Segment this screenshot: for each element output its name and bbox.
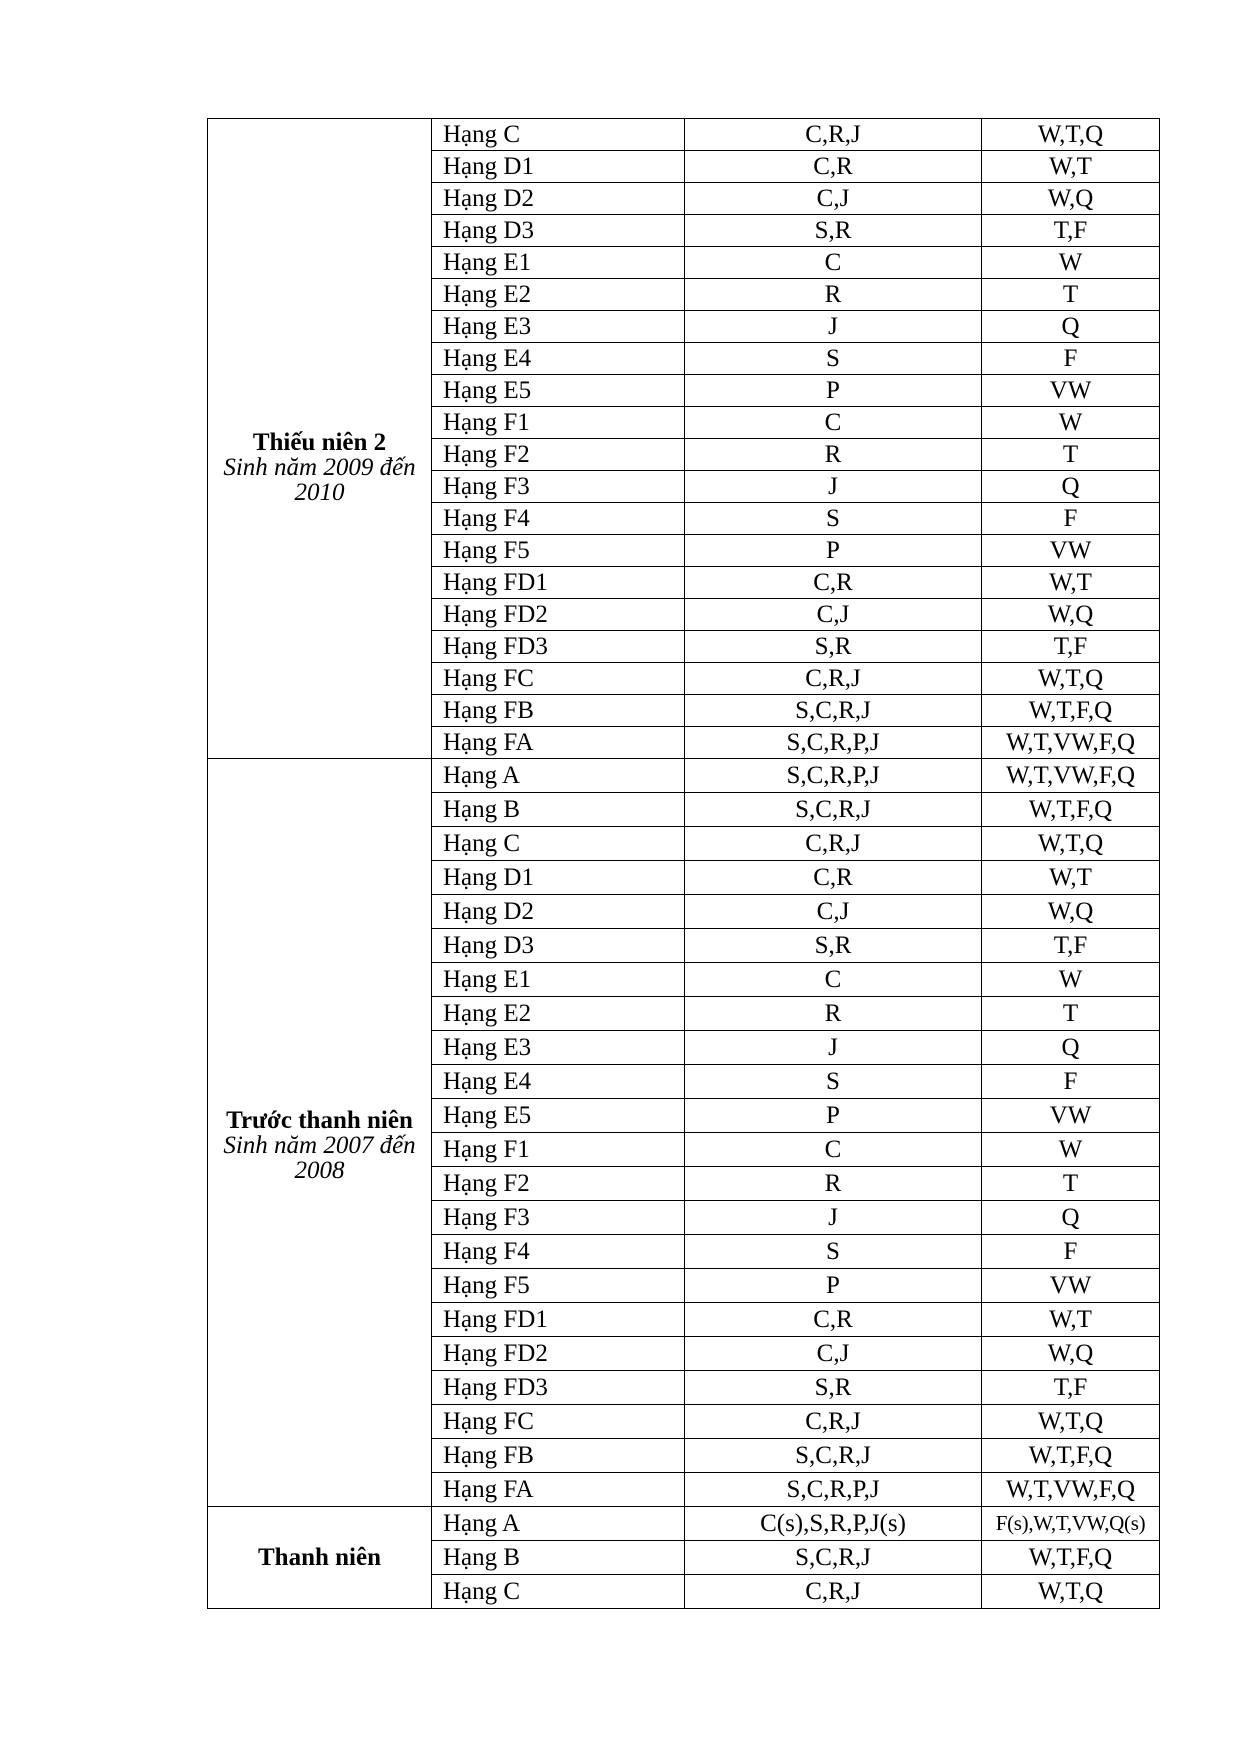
rank-cell: Hạng F5 (432, 535, 685, 567)
rank-cell: Hạng A (432, 759, 685, 793)
weapon-code-cell: W,T (982, 861, 1160, 895)
event-code-cell: C (685, 1133, 982, 1167)
event-code-cell: J (685, 1031, 982, 1065)
event-code-cell: R (685, 997, 982, 1031)
rank-cell: Hạng E2 (432, 279, 685, 311)
group-cell (208, 119, 432, 759)
rank-cell: Hạng D2 (432, 183, 685, 215)
table-row (208, 1507, 1160, 1541)
event-code-cell: C,J (685, 183, 982, 215)
weapon-code-cell: W,T,F,Q (982, 1541, 1160, 1575)
event-code-cell: C,R,J (685, 827, 982, 861)
weapon-code-cell: W,T,Q (982, 827, 1160, 861)
weapon-code-cell: W,Q (982, 183, 1160, 215)
weapon-code-cell: F (982, 1065, 1160, 1099)
rank-cell: Hạng D3 (432, 215, 685, 247)
event-code-cell: C,R,J (685, 119, 982, 151)
event-code-cell: S,C,R,P,J (685, 727, 982, 759)
event-code-cell: J (685, 311, 982, 343)
rank-cell: Hạng F3 (432, 471, 685, 503)
weapon-code-cell: W (982, 963, 1160, 997)
rank-cell: Hạng FD2 (432, 599, 685, 631)
rank-cell: Hạng D1 (432, 861, 685, 895)
group-subtitle: Sinh năm 2007 đến 2008 (223, 1132, 416, 1184)
event-code-cell: S (685, 1065, 982, 1099)
weapon-code-cell: W,T,F,Q (982, 695, 1160, 727)
rank-cell: Hạng E5 (432, 375, 685, 407)
weapon-code-cell: Q (982, 1031, 1160, 1065)
weapon-code-cell: W,Q (982, 1337, 1160, 1371)
event-code-cell: S,R (685, 631, 982, 663)
event-code-cell: S,C,R,J (685, 1439, 982, 1473)
event-code-cell: R (685, 1167, 982, 1201)
event-code-cell: C,R (685, 861, 982, 895)
rank-cell: Hạng C (432, 827, 685, 861)
event-code-cell: C,J (685, 1337, 982, 1371)
weapon-code-cell: VW (982, 1269, 1160, 1303)
rank-cell: Hạng E1 (432, 247, 685, 279)
event-code-cell: C,R (685, 1303, 982, 1337)
weapon-code-cell: W (982, 407, 1160, 439)
rank-cell: Hạng FA (432, 1473, 685, 1507)
event-code-cell: C (685, 247, 982, 279)
event-code-cell: P (685, 535, 982, 567)
weapon-code-cell: Q (982, 311, 1160, 343)
rank-cell: Hạng D3 (432, 929, 685, 963)
weapon-code-cell: Q (982, 1201, 1160, 1235)
rank-cell: Hạng E1 (432, 963, 685, 997)
weapon-code-cell: T,F (982, 929, 1160, 963)
rank-cell: Hạng FB (432, 695, 685, 727)
rank-cell: Hạng C (432, 1575, 685, 1609)
rank-cell: Hạng FA (432, 727, 685, 759)
event-code-cell: C,J (685, 599, 982, 631)
weapon-code-cell: T (982, 997, 1160, 1031)
weapon-code-cell: F (982, 1235, 1160, 1269)
rank-cell: Hạng E3 (432, 311, 685, 343)
rank-cell: Hạng FC (432, 1405, 685, 1439)
event-code-cell: S,R (685, 1371, 982, 1405)
weapon-code-cell: W (982, 1133, 1160, 1167)
rank-cell: Hạng D1 (432, 151, 685, 183)
event-code-cell: S (685, 503, 982, 535)
weapon-code-cell: W,T (982, 567, 1160, 599)
event-code-cell: C,R (685, 151, 982, 183)
rank-cell: Hạng F4 (432, 1235, 685, 1269)
event-code-cell: S,C,R,J (685, 793, 982, 827)
rank-cell: Hạng FD1 (432, 1303, 685, 1337)
event-code-cell: C,R,J (685, 1575, 982, 1609)
event-code-cell: S (685, 343, 982, 375)
weapon-code-cell: T,F (982, 215, 1160, 247)
rank-cell: Hạng FD3 (432, 631, 685, 663)
group-name: Trước thanh niên (226, 1107, 413, 1134)
event-code-cell: S (685, 1235, 982, 1269)
rank-cell: Hạng FD1 (432, 567, 685, 599)
weapon-code-cell: T (982, 1167, 1160, 1201)
event-code-cell: S,R (685, 215, 982, 247)
rank-cell: Hạng E2 (432, 997, 685, 1031)
event-code-cell: C,R,J (685, 663, 982, 695)
rank-cell: Hạng B (432, 793, 685, 827)
event-code-cell: R (685, 279, 982, 311)
weapon-code-cell: T (982, 439, 1160, 471)
weapon-code-cell: Q (982, 471, 1160, 503)
rank-cell: Hạng FB (432, 1439, 685, 1473)
weapon-code-cell: F(s),W,T,VW,Q(s) (982, 1507, 1160, 1541)
event-code-cell: P (685, 1099, 982, 1133)
rank-cell: Hạng A (432, 1507, 685, 1541)
weapon-code-cell: T (982, 279, 1160, 311)
weapon-code-cell: T,F (982, 1371, 1160, 1405)
weapon-code-cell: W (982, 247, 1160, 279)
rank-cell: Hạng F1 (432, 407, 685, 439)
group-name: Thiếu niên 2 (252, 429, 387, 456)
group-name: Thanh niên (258, 1544, 381, 1571)
event-code-cell: R (685, 439, 982, 471)
event-code-cell: P (685, 1269, 982, 1303)
rank-cell: Hạng B (432, 1541, 685, 1575)
rank-cell: Hạng F3 (432, 1201, 685, 1235)
event-code-cell: C (685, 963, 982, 997)
weapon-code-cell: VW (982, 535, 1160, 567)
rank-cell: Hạng F2 (432, 439, 685, 471)
event-code-cell: J (685, 471, 982, 503)
weapon-code-cell: W,Q (982, 599, 1160, 631)
weapon-code-cell: W,T,F,Q (982, 793, 1160, 827)
event-code-cell: C,R (685, 567, 982, 599)
group-cell (208, 759, 432, 1507)
rank-cell: Hạng E4 (432, 1065, 685, 1099)
event-code-cell: C(s),S,R,P,J(s) (685, 1507, 982, 1541)
group-cell (208, 1507, 432, 1609)
rank-cell: Hạng E3 (432, 1031, 685, 1065)
event-code-cell: C,J (685, 895, 982, 929)
rank-table (207, 118, 1160, 1609)
event-code-cell: S,C,R,P,J (685, 1473, 982, 1507)
rank-cell: Hạng F2 (432, 1167, 685, 1201)
weapon-code-cell: W,T,VW,F,Q (982, 1473, 1160, 1507)
weapon-code-cell: T,F (982, 631, 1160, 663)
event-code-cell: S,R (685, 929, 982, 963)
event-code-cell: P (685, 375, 982, 407)
rank-cell: Hạng FC (432, 663, 685, 695)
rank-cell: Hạng F4 (432, 503, 685, 535)
weapon-code-cell: W,T,VW,F,Q (982, 727, 1160, 759)
event-code-cell: S,C,R,P,J (685, 759, 982, 793)
rank-cell: Hạng FD2 (432, 1337, 685, 1371)
weapon-code-cell: W,T (982, 1303, 1160, 1337)
rank-cell: Hạng C (432, 119, 685, 151)
weapon-code-cell: W,T (982, 151, 1160, 183)
group-subtitle: Sinh năm 2009 đến 2010 (223, 454, 416, 506)
event-code-cell: C,R,J (685, 1405, 982, 1439)
rank-cell: Hạng F5 (432, 1269, 685, 1303)
rank-cell: Hạng D2 (432, 895, 685, 929)
rank-cell: Hạng FD3 (432, 1371, 685, 1405)
weapon-code-cell: W,T,Q (982, 1405, 1160, 1439)
weapon-code-cell: W,T,Q (982, 1575, 1160, 1609)
weapon-code-cell: W,T,Q (982, 663, 1160, 695)
event-code-cell: S,C,R,J (685, 695, 982, 727)
rank-cell: Hạng F1 (432, 1133, 685, 1167)
event-code-cell: S,C,R,J (685, 1541, 982, 1575)
document-page (207, 118, 1160, 1609)
weapon-code-cell: W,Q (982, 895, 1160, 929)
weapon-code-cell: W,T,F,Q (982, 1439, 1160, 1473)
weapon-code-cell: W,T,VW,F,Q (982, 759, 1160, 793)
weapon-code-cell: F (982, 503, 1160, 535)
weapon-code-cell: F (982, 343, 1160, 375)
rank-cell: Hạng E4 (432, 343, 685, 375)
event-code-cell: C (685, 407, 982, 439)
weapon-code-cell: W,T,Q (982, 119, 1160, 151)
table-row (208, 119, 1160, 151)
rank-table-body (208, 119, 1160, 1609)
weapon-code-cell: VW (982, 1099, 1160, 1133)
table-row (208, 759, 1160, 793)
rank-cell: Hạng E5 (432, 1099, 685, 1133)
event-code-cell: J (685, 1201, 982, 1235)
weapon-code-cell: VW (982, 375, 1160, 407)
